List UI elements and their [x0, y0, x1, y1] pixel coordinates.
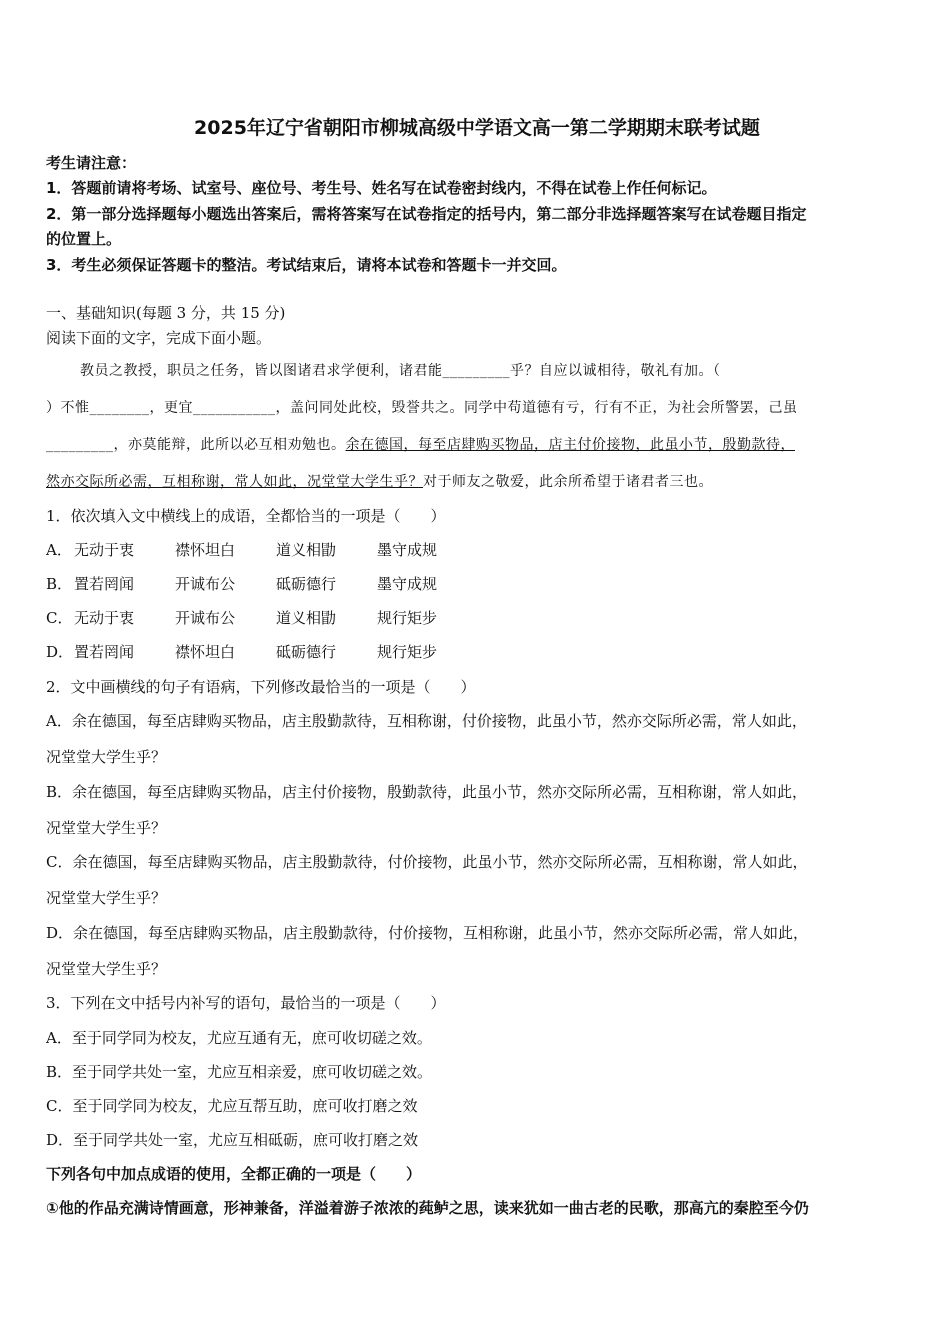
- option-text: D．余在德国，每至店肆购买物品，店主殷勤款待，付价接物，互相称谢，此虽小节，然亦交际所必需，常人如此，: [46, 924, 809, 942]
- option-word: 道义相勖: [276, 609, 337, 627]
- section-heading: 一、基础知识(每题 3 分，共 15 分): [46, 304, 286, 322]
- passage-text: _________，亦莫能辩，此所以必互相劝勉也。: [46, 437, 346, 453]
- option-word: 规行矩步: [377, 609, 438, 627]
- section-intro: 阅读下面的文字，完成下面小题。: [46, 329, 272, 347]
- option-letter: A．: [46, 541, 72, 559]
- option-word: 规行矩步: [377, 643, 438, 661]
- underlined-sentence: 余在德国，每至店肆购买物品，店主付价接物，此虽小节，殷勤款待，: [345, 437, 795, 453]
- option-word: 襟怀坦白: [175, 643, 236, 661]
- page-title: 2025年辽宁省朝阳市柳城高级中学语文高一第二学期期末联考试题: [194, 117, 760, 139]
- option-word: 置若罔闻: [74, 575, 135, 593]
- option-letter: B．: [46, 575, 73, 593]
- option-text: 况堂堂大学生乎？: [46, 748, 167, 766]
- question-stem: 1．依次填入文中横线上的成语，全都恰当的一项是（ ）: [46, 507, 446, 525]
- passage-line: [46, 471, 713, 491]
- option-text: 况堂堂大学生乎？: [46, 889, 167, 907]
- question-stem: 3．下列在文中括号内补写的语句，最恰当的一项是（ ）: [46, 994, 446, 1012]
- passage-line: 教员之教授，职员之任务，皆以图诸君求学便利，诸君能_________乎？自应以诚相待，敬礼有加。（: [80, 363, 721, 379]
- option-word: 道义相勖: [276, 541, 337, 559]
- passage-text: 对于师友之敬爱，此余所希望于诸君者三也。: [423, 474, 713, 490]
- passage-line: [46, 434, 795, 454]
- option-word: 开诚布公: [175, 609, 236, 627]
- option-word: 墨守成规: [377, 541, 438, 559]
- option-text: 况堂堂大学生乎？: [46, 819, 167, 837]
- notice-item: 的位置上。: [46, 230, 122, 248]
- option-text: D．至于同学共处一室，尤应互相砥砺，庶可收打磨之效: [46, 1131, 419, 1149]
- notice-item: 3．考生必须保证答题卡的整洁。考试结束后，请将本试卷和答题卡一并交回。: [46, 256, 567, 274]
- option-word: 墨守成规: [377, 575, 438, 593]
- option-word: 无动于衷: [74, 541, 135, 559]
- question-stem: 2．文中画横线的句子有语病，下列修改最恰当的一项是（ ）: [46, 678, 476, 696]
- notice-item: 2．第一部分选择题每小题选出答案后，需将答案写在试卷指定的括号内，第二部分非选择题答案写在试卷题目指定: [46, 205, 807, 223]
- notice-item: 1．答题前请将考场、试室号、座位号、考生号、姓名写在试卷密封线内，不得在试卷上作任何标记。: [46, 179, 717, 197]
- option-row: [46, 539, 437, 560]
- option-row: [46, 641, 437, 662]
- option-word: 无动于衷: [74, 609, 135, 627]
- passage-line: ）不惟________，更宜___________，盖问同处此校，毁誉共之。同学中苟道德有亏，行有不正，为社会所警罢，己虽: [46, 400, 798, 416]
- option-text: B．余在德国，每至店肆购买物品，店主付价接物，殷勤款待，此虽小节，然亦交际所必需，互相称谢，常人如此，: [46, 783, 808, 801]
- option-text: 况堂堂大学生乎？: [46, 960, 167, 978]
- option-letter: D．: [46, 643, 74, 661]
- option-letter: C．: [46, 609, 73, 627]
- option-word: 襟怀坦白: [175, 541, 236, 559]
- option-text: A．余在德国，每至店肆购买物品，店主殷勤款待，互相称谢，付价接物，此虽小节，然亦交际所必需，常人如此，: [46, 712, 807, 730]
- notice-heading: 考生请注意：: [46, 154, 137, 172]
- option-text: A．至于同学同为校友，尤应互通有无，庶可收切磋之效。: [46, 1029, 432, 1047]
- option-word: 砥砺德行: [276, 575, 337, 593]
- option-row: [46, 607, 437, 628]
- option-word: 砥砺德行: [276, 643, 337, 661]
- option-word: 置若罔闻: [74, 643, 135, 661]
- option-row: [46, 573, 437, 594]
- question-item: ①他的作品充满诗情画意，形神兼备，洋溢着游子浓浓的莼鲈之思，读来犹如一曲古老的民歌，那高亢的秦腔至今仍: [46, 1199, 809, 1217]
- option-text: C．余在德国，每至店肆购买物品，店主殷勤款待，付价接物，此虽小节，然亦交际所必需，互相称谢，常人如此，: [46, 853, 808, 871]
- option-text: B．至于同学共处一室，尤应互相亲爱，庶可收切磋之效。: [46, 1063, 433, 1081]
- underlined-sentence: 然亦交际所必需，互相称谢，常人如此，况堂堂大学生乎？: [46, 474, 423, 490]
- option-text: C．至于同学同为校友，尤应互帮互助，庶可收打磨之效: [46, 1097, 418, 1115]
- question-stem: 下列各句中加点成语的使用，全都正确的一项是（ ）: [46, 1165, 422, 1183]
- option-word: 开诚布公: [175, 575, 236, 593]
